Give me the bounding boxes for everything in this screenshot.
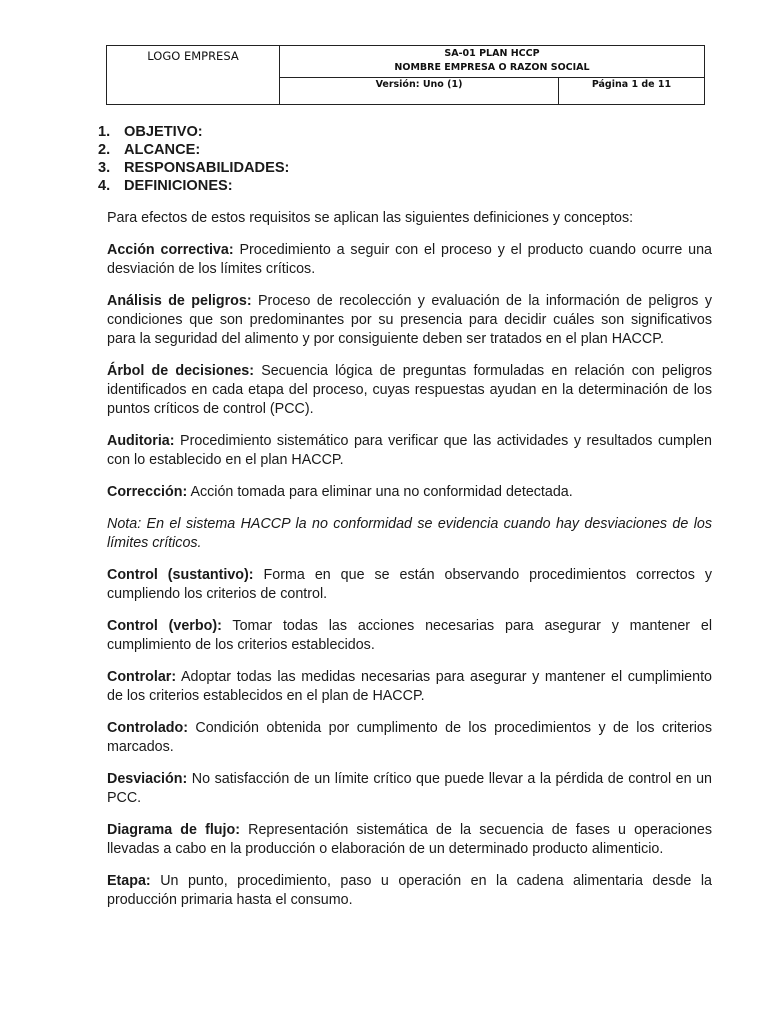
- section-item: [98, 159, 289, 177]
- definition-text: Un punto, procedimiento, paso u operación en la cadena alimentaria desde la producción primaria hasta el consumo.: [107, 873, 712, 908]
- definition-paragraph: [107, 872, 712, 910]
- definition-paragraph: [107, 617, 712, 655]
- definition-paragraph: [107, 362, 712, 419]
- definition-text: Procedimiento sistemático para verificar que las actividades y resultados cumplen con lo establecido en el plan HACCP.: [107, 433, 712, 468]
- definitions-body: [107, 209, 712, 923]
- company-name: NOMBRE EMPRESA O RAZON SOCIAL: [394, 62, 590, 73]
- definition-term: Desviación:: [107, 771, 188, 787]
- definition-term: Etapa:: [107, 873, 151, 889]
- section-title: RESPONSABILIDADES:: [124, 160, 290, 176]
- definition-term: Control (verbo):: [107, 618, 222, 634]
- definition-term: Corrección:: [107, 484, 188, 500]
- document-header: [106, 45, 705, 105]
- section-number: 4.: [98, 178, 111, 194]
- document-title: [280, 46, 705, 78]
- section-title: DEFINICIONES:: [124, 178, 233, 194]
- definition-text: Tomar todas las acciones necesarias para asegurar y mantener el cumplimiento de los criterios establecidos.: [107, 618, 712, 653]
- section-item: [98, 141, 289, 159]
- definition-term: Controlar:: [107, 669, 177, 685]
- definition-text: Acción tomada para eliminar una no conformidad detectada.: [190, 484, 573, 500]
- document-code: SA-01 PLAN HCCP: [444, 48, 540, 59]
- definition-paragraph: [107, 668, 712, 706]
- definition-paragraph: [107, 566, 712, 604]
- definition-term: Árbol de decisiones:: [107, 363, 255, 379]
- definition-paragraph: [107, 292, 712, 349]
- definition-text: Condición obtenida por cumplimento de los procedimientos y de los criterios marcados.: [107, 720, 712, 755]
- definition-term: Acción correctiva:: [107, 242, 234, 258]
- definition-term: Auditoria:: [107, 433, 175, 449]
- section-list: [98, 123, 289, 195]
- definition-term: Controlado:: [107, 720, 188, 736]
- note-paragraph: Nota: En el sistema HACCP la no conformidad se evidencia cuando hay desviaciones de los límites críticos.: [107, 516, 712, 551]
- definition-paragraph: [107, 770, 712, 808]
- section-number: 3.: [98, 160, 111, 176]
- definition-paragraph: [107, 821, 712, 859]
- section-item: [98, 123, 289, 141]
- definition-text: Representación sistemática de la secuencia de fases u operaciones llevadas a cabo en la producción o elaboración de un determinado producto alimenticio.: [107, 822, 712, 857]
- version-label: Versión: Uno (1): [280, 78, 559, 105]
- section-number: 1.: [98, 124, 111, 140]
- definition-text: Procedimiento a seguir con el proceso y el producto cuando ocurre una desviación de los límites críticos.: [107, 242, 712, 277]
- definition-paragraph: [107, 432, 712, 470]
- definition-text: Forma en que se están observando procedimientos correctos y cumpliendo los criterios de control.: [107, 567, 712, 602]
- definition-text: Secuencia lógica de preguntas formuladas en relación con peligros identificados en cada etapa del proceso, cuyas respuestas ayudan en la determinación de los puntos críticos de control (PCC).: [107, 363, 712, 417]
- definition-paragraph: [107, 719, 712, 757]
- section-number: 2.: [98, 142, 111, 158]
- definition-text: Adoptar todas las medidas necesarias para asegurar y mantener el cumplimiento de los criterios establecidos en el plan de HACCP.: [107, 669, 712, 704]
- page-number: Página 1 de 11: [559, 78, 705, 105]
- section-item: [98, 177, 289, 195]
- definition-paragraph: [107, 241, 712, 279]
- section-title: OBJETIVO:: [124, 124, 203, 140]
- definition-text: Proceso de recolección y evaluación de la información de peligros y condiciones que son predominantes por su presencia para decidir cuáles son significativos para la seguridad del alimento y por consiguiente deben ser tratados en el plan HACCP.: [107, 293, 712, 347]
- intro-paragraph: Para efectos de estos requisitos se aplican las siguientes definiciones y conceptos:: [107, 210, 634, 226]
- logo-placeholder: LOGO EMPRESA: [107, 46, 280, 105]
- definition-paragraph: [107, 483, 712, 502]
- definition-term: Análisis de peligros:: [107, 293, 252, 309]
- definition-text: No satisfacción de un límite crítico que puede llevar a la pérdida de control en un PCC.: [107, 771, 712, 806]
- section-title: ALCANCE:: [124, 142, 201, 158]
- definition-term: Diagrama de flujo:: [107, 822, 240, 838]
- definition-term: Control (sustantivo):: [107, 567, 254, 583]
